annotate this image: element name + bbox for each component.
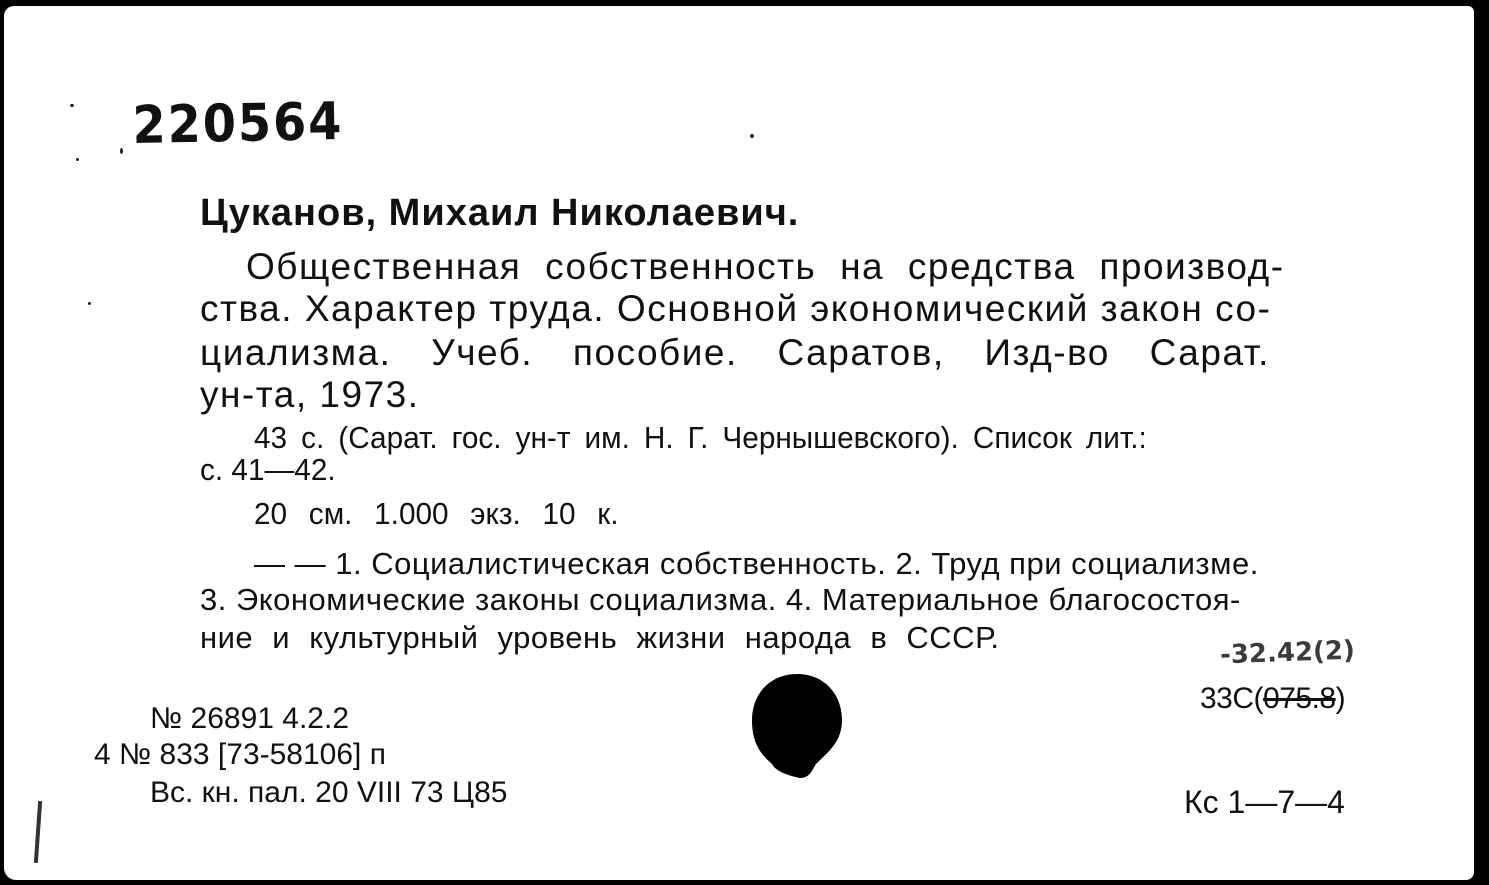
classification-prefix: 33С (1200, 682, 1254, 715)
subject-line: ние и культурный уровень жизни народа в СССР. (200, 620, 1000, 655)
card-series-code: Кс 1—7—4 (1184, 784, 1345, 820)
catalog-card (4, 6, 1474, 880)
author-heading: Цуканов, Михаил Николаевич. (200, 192, 800, 234)
ink-speck (750, 134, 754, 138)
classification-code (1200, 682, 1345, 716)
accession-number: 220564 (132, 92, 344, 156)
pagination-line: 43 с. (Сарат. гос. ун-т им. Н. Г. Чернышевского). Список лит.: (254, 420, 1147, 455)
registration-line: № 26891 4.2.2 (150, 702, 349, 735)
title-line: Общественная собственность на средства производ- (246, 246, 1285, 287)
classification-struck-code: 075.8 (1263, 682, 1336, 715)
subject-line: — — 1. Социалистическая собственность. 2. Труд при социализме. (254, 546, 1259, 581)
registration-line: Вс. кн. пал. 20 VIII 73 Ц85 (150, 776, 508, 809)
subject-line: 3. Экономические законы социализма. 4. Материальное благосостоя- (200, 582, 1241, 617)
physical-description: 20 см. 1.000 экз. 10 к. (254, 496, 619, 531)
margin-pencil-mark (34, 801, 42, 863)
ink-speck (120, 148, 123, 154)
ink-speck (76, 158, 79, 161)
pagination-line: с. 41—42. (200, 452, 336, 487)
title-line: циализма. Учеб. пособие. Саратов, Изд-во Сарат. (200, 332, 1270, 373)
title-line: ун-та, 1973. (200, 374, 420, 415)
classification-paren-close: ) (1335, 682, 1346, 715)
ink-speck (70, 104, 74, 107)
registration-line: 4 № 833 [73-58106] п (94, 738, 386, 771)
ink-speck (88, 302, 91, 305)
title-line: ства. Характер труда. Основной экономический закон со- (200, 288, 1272, 329)
classification-paren-open: ( (1253, 682, 1264, 715)
handwritten-class-mark: -32.42(2) (1219, 635, 1356, 671)
punch-hole (750, 672, 844, 780)
